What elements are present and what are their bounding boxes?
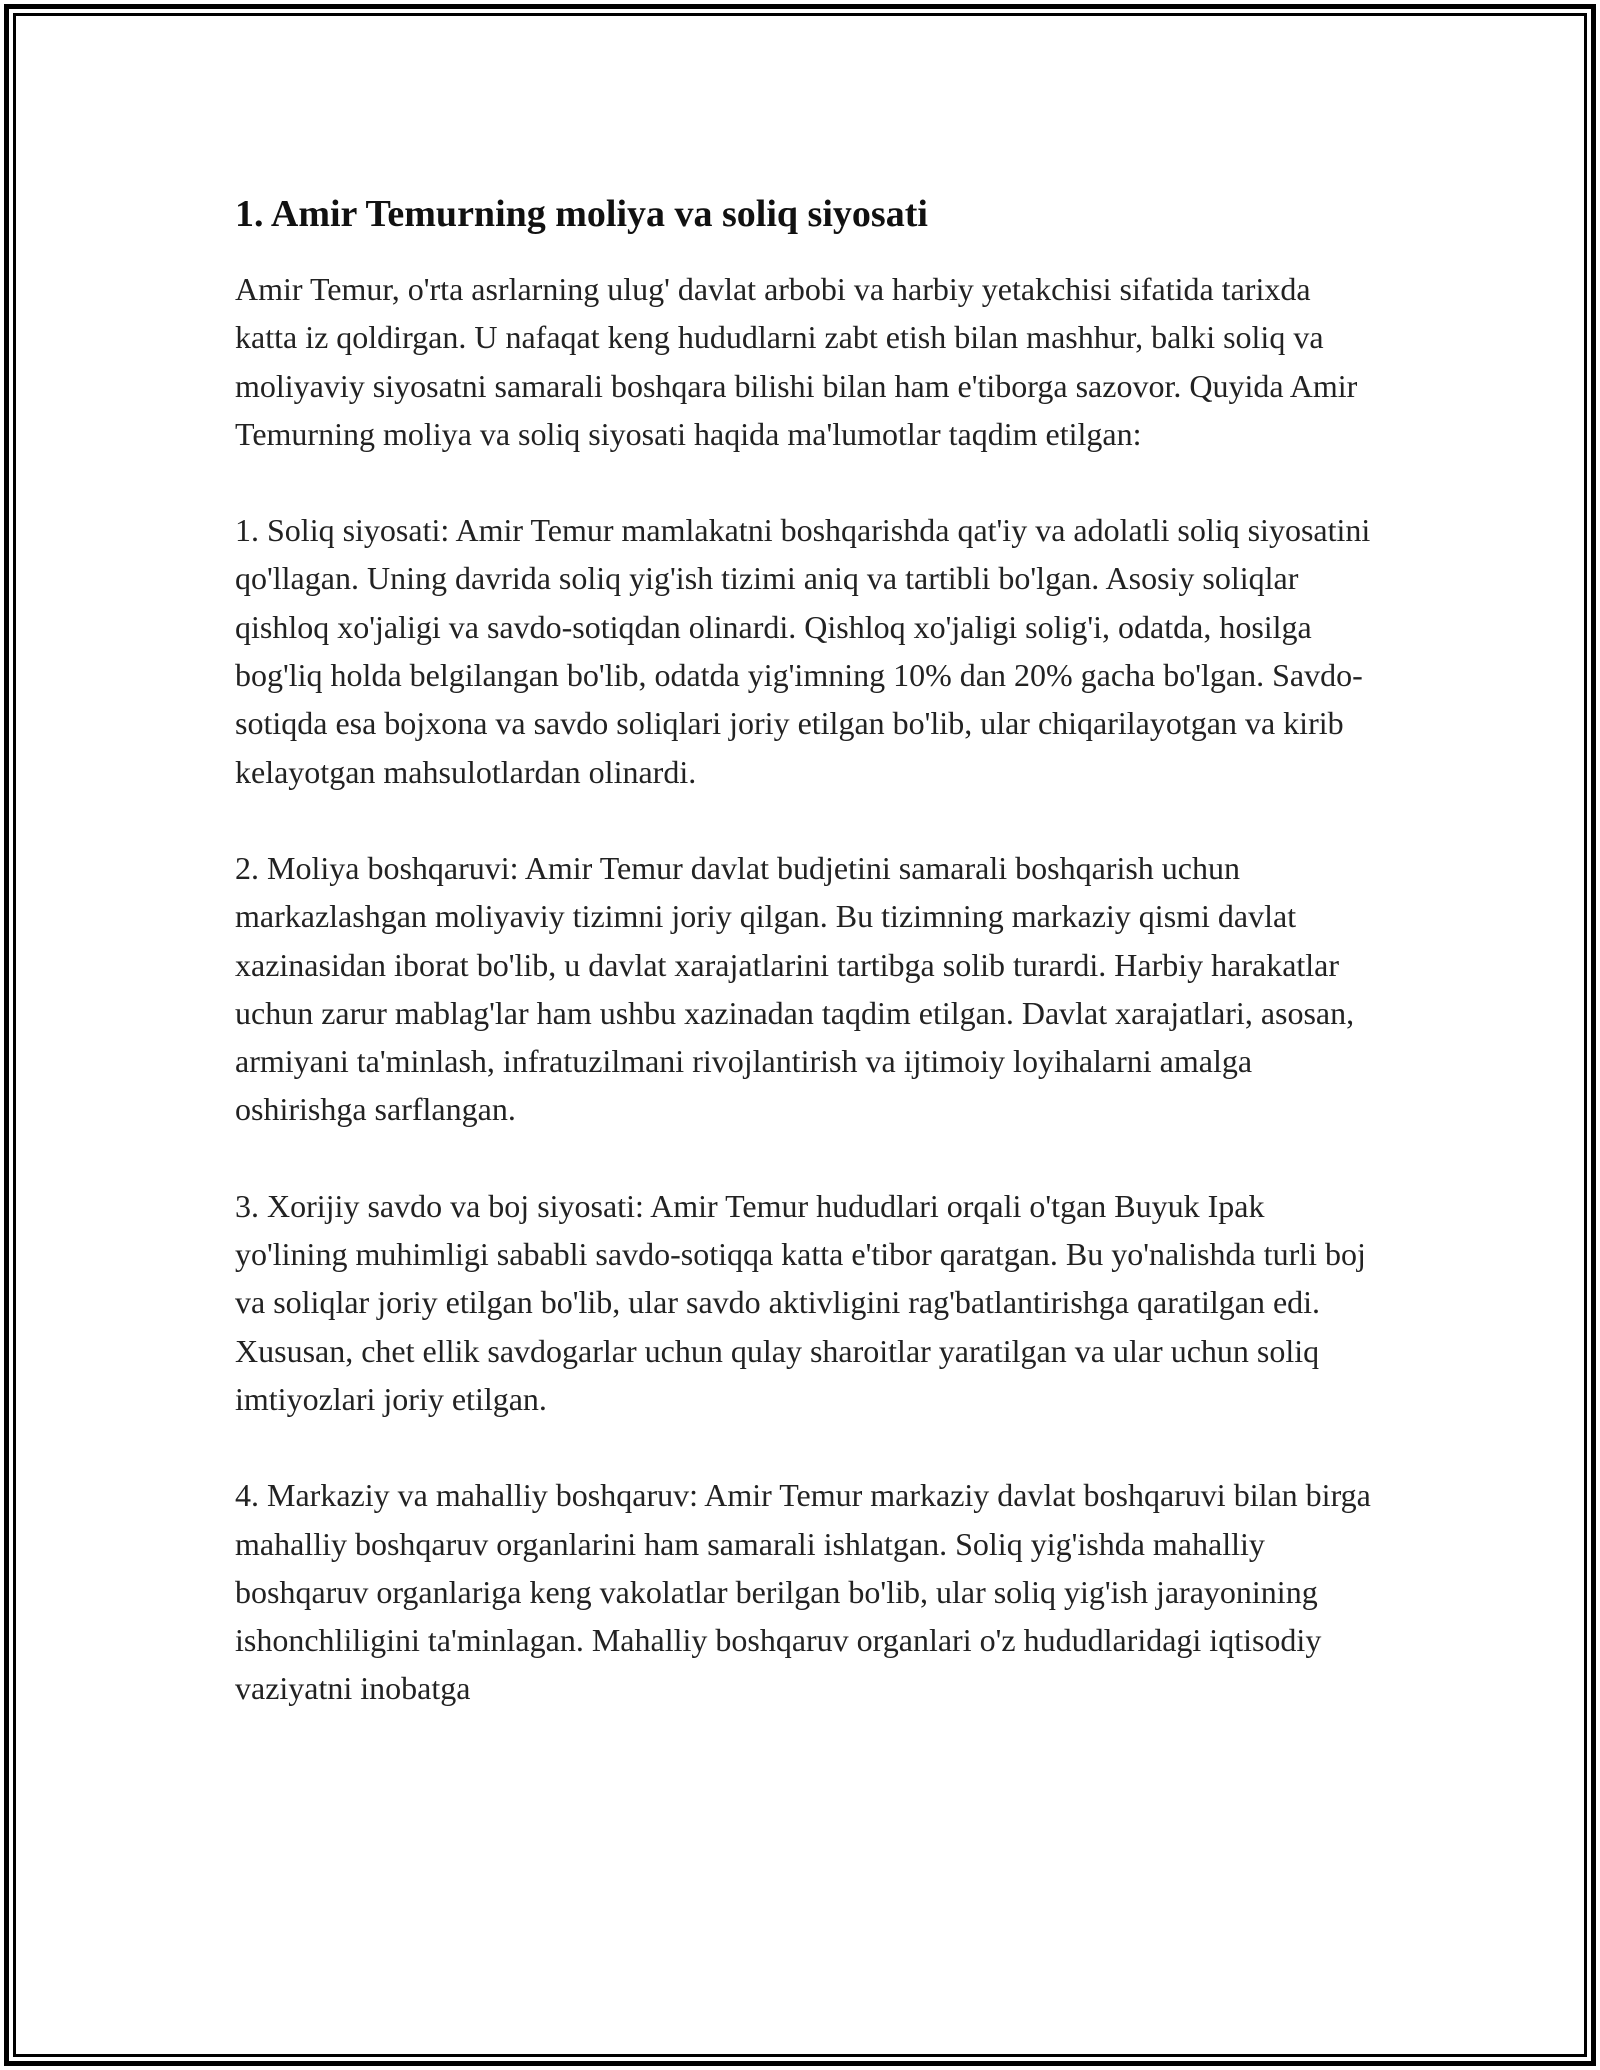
paragraph-finance-management: 2. Moliya boshqaruvi: Amir Temur davlat budjetini samarali boshqarish uchun markazlashgan moliyaviy tizimni joriy qilgan. Bu tizimning markaziy qismi davlat xazinasidan iborat bo'lib, u davlat xarajatlarini tartibga solib turardi. Harbiy harakatlar uchun zarur mablag'lar ham ushbu xazinadan taqdim etilgan. Davlat xarajatlari, asosan, armiyani ta'minlash, infratuzilmani rivojlantirish va ijtimoiy loyihalarni amalga oshirishga sarflangan. [235,849,1355,1128]
intro-paragraph: Amir Temur, o'rta asrlarning ulug' davlat arbobi va harbiy yetakchisi sifatida tarixda katta iz qoldirgan. U nafaqat keng hududlarni zabt etish bilan mashhur, balki soliq va moliyaviy siyosatni samarali boshqara bilishi bilan ham e'tiborga sazovor. Quyida Amir Temurning moliya va soliq siyosati haqida ma'lumotlar taqdim etilgan: [235,271,1358,452]
paragraph-central-local-governance: 4. Markaziy va mahalliy boshqaruv: Amir Temur markaziy davlat boshqaruvi bilan birga mahalliy boshqaruv organlarini ham samarali ishlatgan. Soliq yig'ishda mahalliy boshqaruv organlariga keng vakolatlar berilgan bo'lib, ular soliq yig'ish jarayonining ishonchliligini ta'minlagan. Mahalliy boshqaruv organlari o'z hududlaridagi iqtisodiy vaziyatni inobatga [235,1477,1371,1707]
document-body [235,185,1375,1761]
paragraph-foreign-trade: 3. Xorijiy savdo va boj siyosati: Amir Temur hududlari orqali o'tgan Buyuk Ipak yo'lining muhimligi sababli savdo-sotiqqa katta e'tibor qaratgan. Bu yo'nalishda turli boj va soliqlar joriy etilgan bo'lib, ular savdo aktivligini rag'batlantirishga qaratilgan edi. Xususan, chet ellik savdogarlar uchun qulay sharoitlar yaratilgan va ular uchun soliq imtiyozlari joriy etilgan. [235,1187,1366,1417]
paragraph-tax-policy: 1. Soliq siyosati: Amir Temur mamlakatni boshqarishda qat'iy va adolatli soliq siyosatini qo'llagan. Uning davrida soliq yig'ish tizimi aniq va tartibli bo'lgan. Asosiy soliqlar qishloq xo'jaligi va savdo-sotiqdan olinardi. Qishloq xo'jaligi solig'i, odatda, hosilga bog'liq holda belgilangan bo'lib, odatda yig'imning 10% dan 20% gacha bo'lgan. Savdo-sotiqda esa bojxona va savdo soliqlari joriy etilgan bo'lib, ular chiqarilayotgan va kirib kelayotgan mahsulotlardan olinardi. [235,512,1371,790]
section-heading: 1. Amir Temurning moliya va soliq siyosati [235,193,928,235]
